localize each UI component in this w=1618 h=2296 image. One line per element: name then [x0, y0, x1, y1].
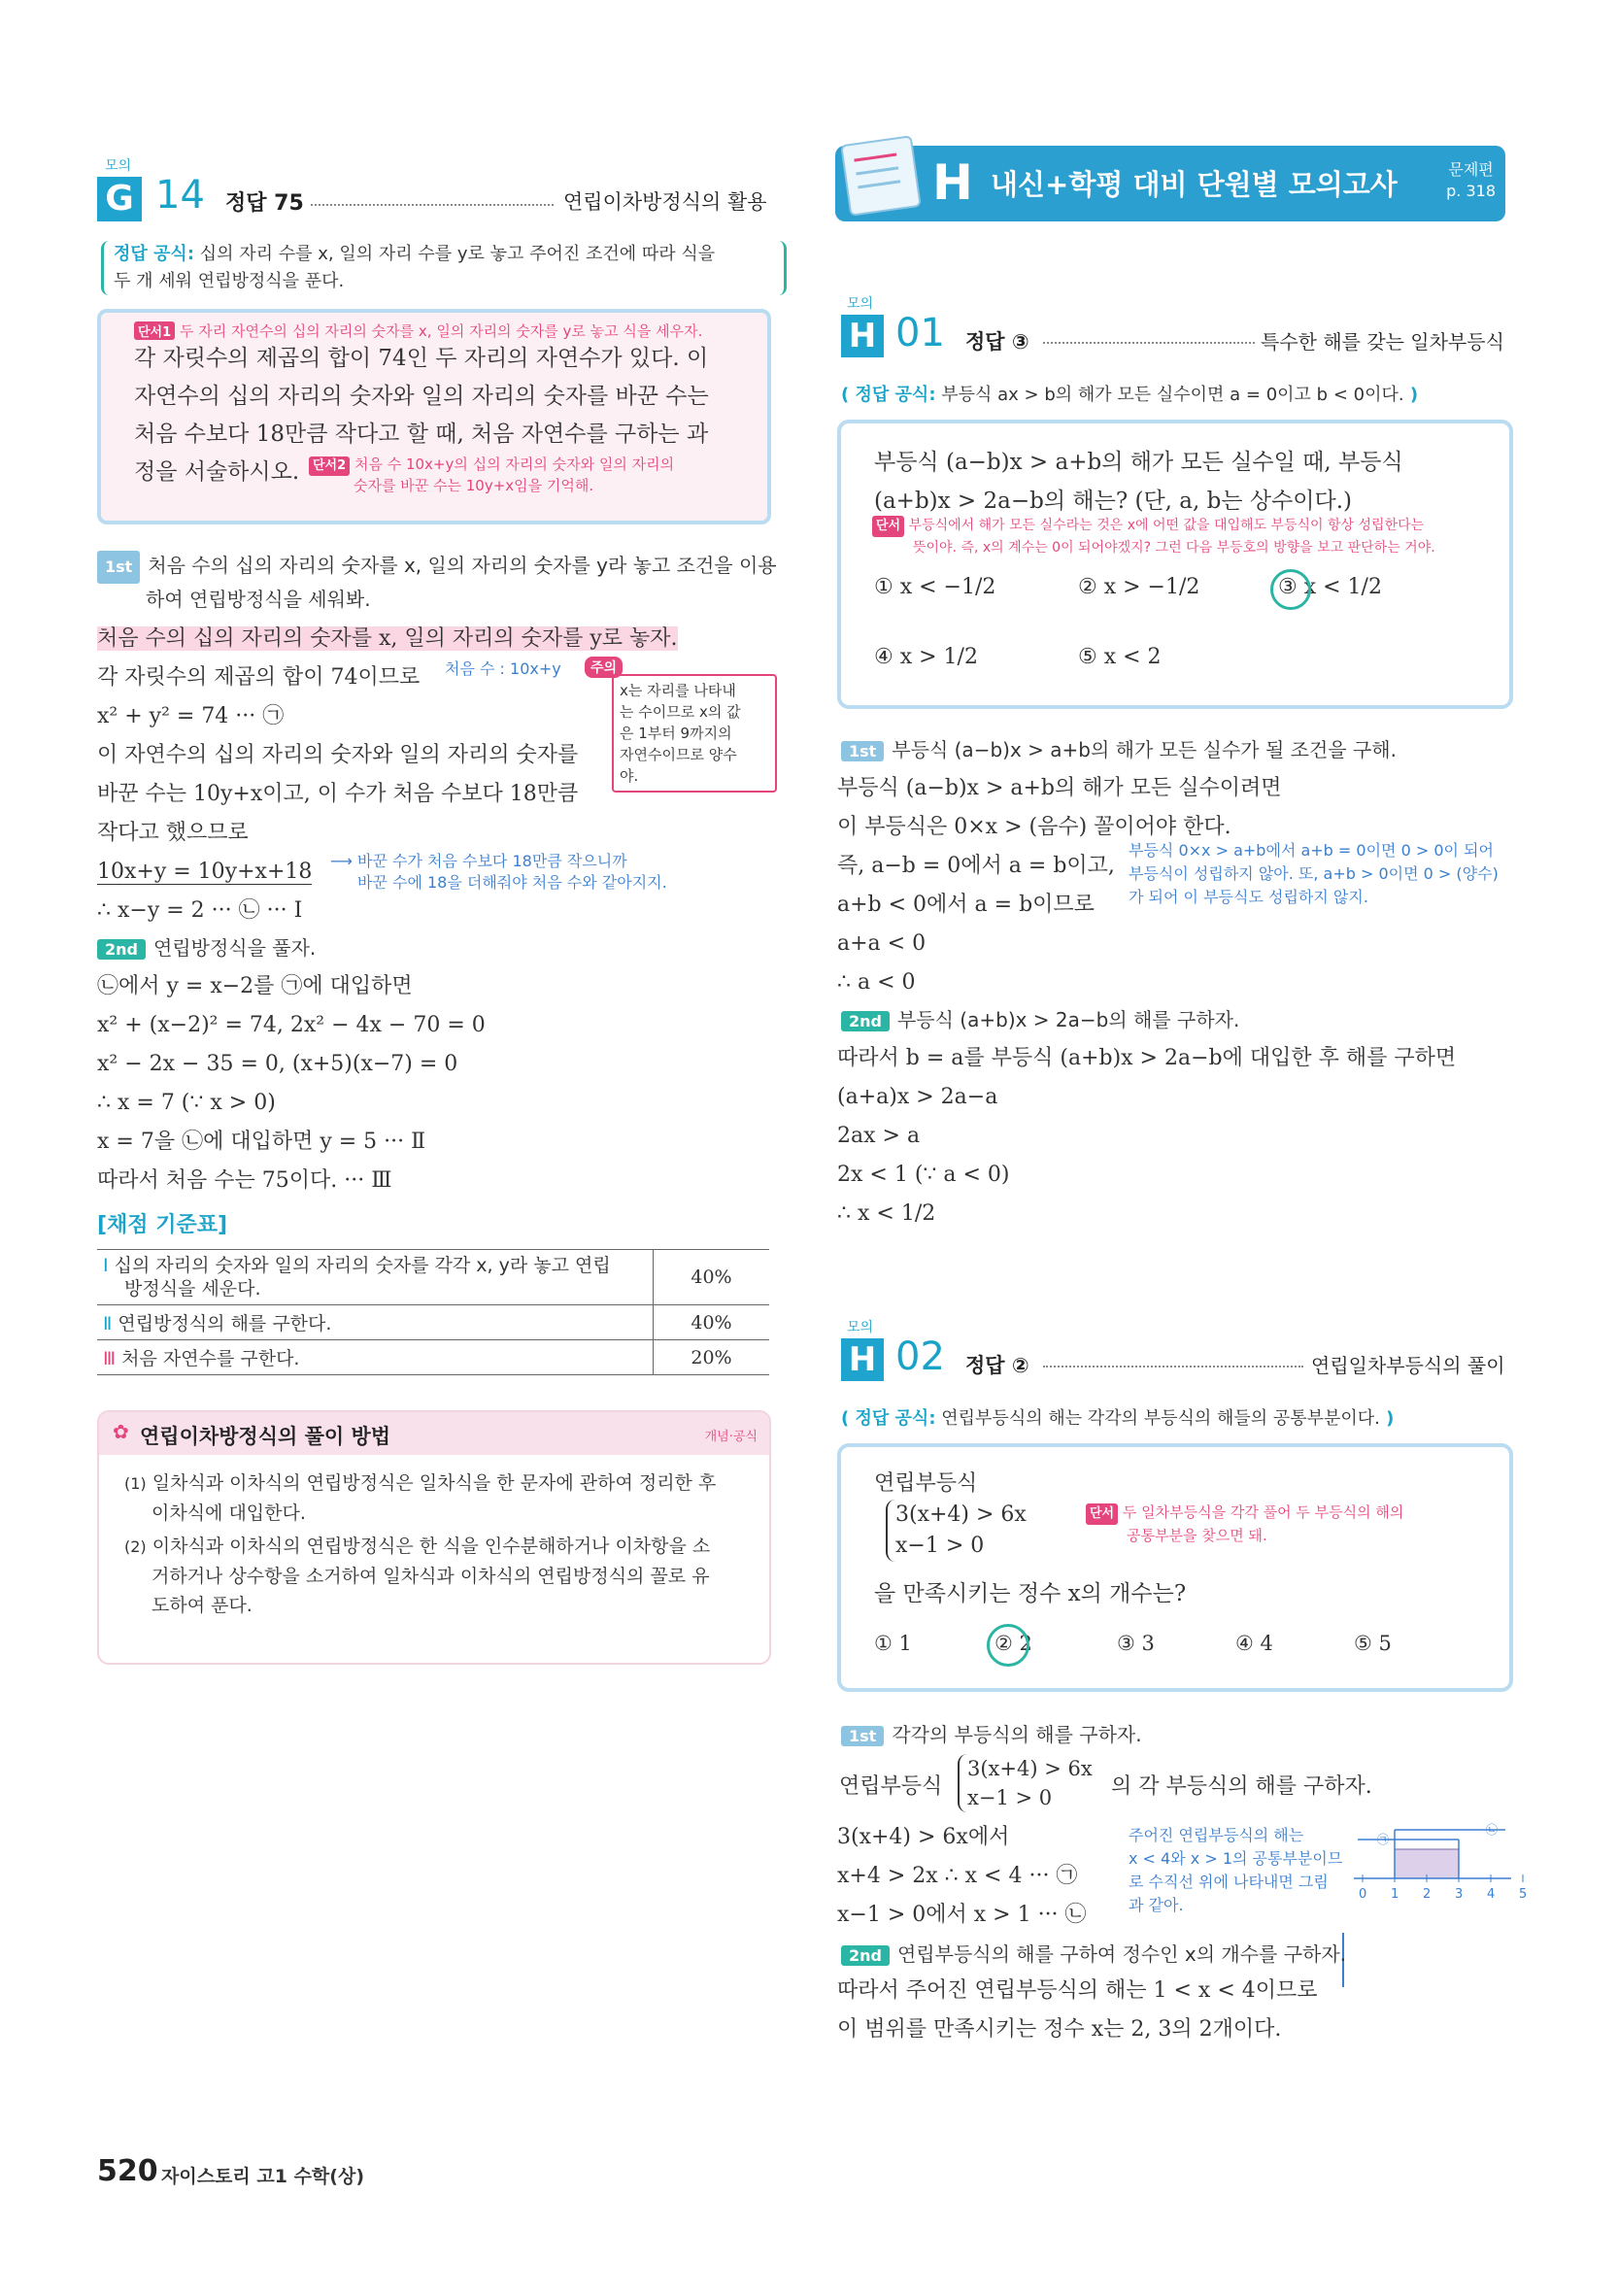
answer-circle — [1270, 569, 1311, 610]
section-banner — [835, 146, 1505, 221]
sol-intro: 연립부등식 — [839, 1774, 943, 1799]
hint — [872, 515, 1435, 558]
step2-text: 부등식 (a+b)x > 2a−b의 해를 구하자. — [896, 1008, 1240, 1031]
arrow-note-line1: 바꾼 수가 처음 수보다 18만큼 작으니까 — [357, 852, 627, 870]
arrow-note — [330, 851, 667, 894]
problem-line: 처음 수보다 18만큼 작다고 할 때, 처음 자연수를 구하는 과 — [134, 422, 709, 447]
step2-text: 연립부등식의 해를 구하여 정수인 x의 개수를 구하자. — [896, 1942, 1347, 1966]
formula-line2: 두 개 세워 연립방정식을 푼다. — [114, 271, 345, 291]
numline-label: 1 — [1391, 1887, 1399, 1902]
answer-label: 정답 ③ — [965, 330, 1029, 354]
hint — [1086, 1502, 1403, 1546]
inequality-system — [886, 1500, 1027, 1562]
choice-3[interactable]: ③ 3 — [1117, 1632, 1155, 1655]
step1-heading — [841, 1719, 1142, 1747]
numline-label: 0 — [1359, 1887, 1367, 1902]
hint1-text: 두 자리 자연수의 십의 자리의 숫자를 x, 일의 자리의 숫자를 y로 놓고 식을 세우자. — [179, 322, 703, 340]
numline-label: 2 — [1423, 1887, 1432, 1902]
formula-text: 연립부등식의 해는 각각의 부등식의 해들의 공통부분이다. — [941, 1408, 1380, 1429]
grading-pct: 20% — [654, 1340, 770, 1375]
section-title: 내신+학평 대비 단원별 모의고사 — [991, 168, 1398, 201]
sol-line: ∴ a < 0 — [837, 970, 916, 995]
sol-line: x² + y² = 74 ··· ㉠ — [97, 704, 285, 728]
solution2 — [837, 1972, 1318, 2049]
section-ref2: p. 318 — [1446, 182, 1496, 200]
sol2-line: 따라서 b = a를 부등식 (a+b)x > 2a−b에 대입한 후 해를 구하면 — [837, 1046, 1457, 1070]
section-ref — [1446, 159, 1496, 202]
leader-dots — [1043, 342, 1255, 344]
concept-header — [99, 1412, 769, 1455]
problem-number: 14 — [155, 173, 205, 218]
problem-number: 01 — [895, 311, 945, 355]
mo-label: 모의 — [105, 158, 132, 174]
formula-label: 정답 공식: — [114, 244, 195, 264]
choice-5[interactable]: ⑤ x < 2 — [1078, 645, 1162, 669]
caution-tag: 주의 — [585, 657, 623, 678]
side-note-line: 부등식이 성립하지 않아. 또, a+b > 0이면 0 > (양수) — [1129, 864, 1499, 883]
step1-badge: 1st — [97, 551, 140, 584]
choice-5[interactable]: ⑤ 5 — [1354, 1632, 1392, 1655]
caution-line: 은 1부터 9까지의 — [620, 725, 732, 742]
concept-title: 연립이차방정식의 풀이 방법 — [140, 1425, 391, 1448]
hint1 — [134, 321, 702, 341]
sol2-line: ㉡에서 y = x−2를 ㉠에 대입하면 — [97, 974, 413, 998]
grading-pct: 40% — [654, 1305, 770, 1340]
numline-mark: ㉠ — [1377, 1833, 1390, 1846]
choice-2[interactable]: ② 2 — [994, 1632, 1032, 1655]
choice-1[interactable]: ① 1 — [874, 1632, 912, 1655]
choice-2[interactable]: ② x > −1/2 — [1078, 575, 1200, 599]
sol2-line: 이 범위를 만족시키는 정수 x는 2, 3의 2개이다. — [837, 2017, 1282, 2042]
step1-badge: 1st — [841, 741, 884, 761]
number-line — [1350, 1822, 1528, 1909]
sol-line: a+b < 0에서 a = b이므로 — [837, 893, 1095, 917]
problem-line: 각 자릿수의 제곱의 합이 74인 두 자리의 자연수가 있다. 이 — [134, 346, 709, 371]
problem-line: 정을 서술하시오. — [134, 459, 300, 485]
choice-4[interactable]: ④ 4 — [1235, 1632, 1273, 1655]
grading-text: 십의 자리의 숫자와 일의 자리의 숫자를 각각 x, y라 놓고 연립 — [114, 1255, 611, 1276]
sol-line: 부등식 (a−b)x > a+b의 해가 모든 실수이려면 — [837, 776, 1282, 800]
grading-table — [97, 1249, 769, 1375]
problem-line: 부등식 (a−b)x > a+b의 해가 모든 실수일 때, 부등식 — [874, 450, 1403, 475]
numline-label: 4 — [1487, 1887, 1496, 1902]
caution-line: 자연수이므로 양수 — [620, 746, 737, 763]
sol2-line: x² + (x−2)² = 74, 2x² − 4x − 70 = 0 — [97, 1013, 486, 1037]
sol2-line: ∴ x = 7 (∵ x > 0) — [97, 1091, 276, 1115]
sol-line: a+a < 0 — [837, 931, 927, 956]
sol-line: 즉, a−b = 0에서 a = b이고, — [837, 854, 1115, 878]
problem-number: 02 — [895, 1334, 945, 1379]
sol-line: 이 자연수의 십의 자리의 숫자와 일의 자리의 숫자를 — [97, 743, 579, 767]
choice-3[interactable]: ③ x < 1/2 — [1278, 575, 1382, 599]
sol2-line: x² − 2x − 35 = 0, (x+5)(x−7) = 0 — [97, 1052, 458, 1076]
step2-badge: 2nd — [841, 1945, 890, 1966]
grading-row — [97, 1250, 769, 1305]
sol2-line: ∴ x < 1/2 — [837, 1201, 936, 1226]
section-ref1: 문제편 — [1448, 160, 1494, 179]
choice-1[interactable]: ① x < −1/2 — [874, 575, 996, 599]
hint1-tag: 단서1 — [134, 321, 175, 340]
sol2-line: (a+a)x > 2a−a — [837, 1085, 998, 1109]
formula-label: ( 정답 공식: — [841, 385, 936, 405]
grading-pct: 40% — [654, 1250, 770, 1305]
answer-label: 정답 75 — [225, 191, 304, 216]
sol-line: x+4 > 2x ∴ x < 4 ··· ㉠ — [837, 1864, 1078, 1888]
side-note — [1129, 839, 1499, 909]
concept-body — [99, 1455, 769, 1634]
sol2-line: 따라서 주어진 연립부등식의 해는 1 < x < 4이므로 — [837, 1978, 1318, 2003]
hint-tag: 단서 — [872, 516, 904, 537]
caution-line: 야. — [620, 767, 639, 785]
grading-mark: Ⅰ — [103, 1255, 109, 1276]
side-note-line: 가 되어 이 부등식도 성립하지 않지. — [1129, 888, 1368, 906]
step2-heading — [841, 1004, 1239, 1032]
answer-label: 정답 ② — [965, 1354, 1029, 1377]
caution-line: x는 자리를 나타내 — [620, 682, 736, 699]
sol-line: 3(x+4) > 6x에서 — [837, 1825, 1010, 1849]
first-number-note: 처음 수 : 10x+y — [445, 659, 561, 678]
answer-circle — [987, 1624, 1029, 1667]
grading-mark: Ⅲ — [103, 1348, 117, 1369]
solution2 — [97, 967, 777, 1200]
hint-tag: 단서 — [1086, 1503, 1118, 1525]
side-note-line: 주어진 연립부등식의 해는 — [1129, 1826, 1304, 1844]
step1-line2: 하여 연립방정식을 세워봐. — [146, 588, 371, 611]
topic-label: 연립일차부등식의 풀이 — [1311, 1354, 1505, 1377]
problem-letter-badge: H — [841, 1338, 884, 1381]
book-title: 자이스토리 고1 수학(상) — [161, 2166, 365, 2187]
sol-line: 처음 수의 십의 자리의 숫자를 x, 일의 자리의 숫자를 y로 놓자. — [97, 626, 678, 651]
sol2-line: x = 7을 ㉡에 대입하면 y = 5 ··· Ⅱ — [97, 1130, 426, 1154]
concept-item: (2) 이차식과 이차식의 연립방정식은 한 식을 인수분해하거나 이차항을 소 거하거나 상수항을 소거하여 일차식과 이차식의 연립방정식의 꼴로 유 도하여 푼다. — [124, 1536, 711, 1616]
choice-4[interactable]: ④ x > 1/2 — [874, 645, 978, 669]
solution2 — [837, 1039, 1456, 1233]
step1-heading — [97, 550, 777, 615]
hint2 — [309, 455, 674, 495]
sol-line: 각 자릿수의 제곱의 합이 74이므로 — [97, 665, 421, 690]
system-line: 3(x+4) > 6x — [895, 1503, 1027, 1527]
hint-line2: 뜻이야. 즉, x의 계수는 0이 되어야겠지? 그런 다음 부등호의 방향을 보고 판단하는 거야. — [913, 540, 1435, 556]
grading-text: 처음 자연수를 구한다. — [121, 1348, 300, 1369]
sol-line: ∴ x−y = 2 ··· ㉡ ··· Ⅰ — [97, 898, 303, 923]
step1-badge: 1st — [841, 1726, 884, 1746]
sol-line: x−1 > 0에서 x > 1 ··· ㉡ — [837, 1903, 1087, 1927]
hint2-line2: 숫자를 바꾼 수는 10y+x임을 기억해. — [354, 477, 594, 494]
hint2-tag: 단서2 — [309, 456, 350, 476]
formula-line1: 십의 자리 수를 x, 일의 자리 수를 y로 놓고 주어진 조건에 따라 식을 — [199, 244, 716, 264]
section-letter: H — [932, 154, 973, 211]
topic-label: 특수한 해를 갖는 일차부등식 — [1261, 330, 1504, 354]
numline-label: 5 — [1519, 1887, 1528, 1902]
caution-box — [612, 674, 777, 793]
grading-mark: Ⅱ — [103, 1313, 113, 1334]
sol-tail: 의 각 부등식의 해를 구하자. — [1111, 1774, 1372, 1799]
concept-box — [97, 1410, 771, 1665]
side-note-line: 로 수직선 위에 나타내면 그림 — [1129, 1873, 1329, 1891]
page-number: 520 — [97, 2154, 158, 2188]
system-line: 3(x+4) > 6x — [967, 1757, 1093, 1780]
grading-text: 연립방정식의 해를 구한다. — [118, 1313, 332, 1334]
step2-text: 연립방정식을 풀자. — [152, 936, 317, 960]
hint-line2: 공통부분을 찾으면 돼. — [1127, 1527, 1267, 1544]
topic-label: 연립이차방정식의 활용 — [563, 190, 767, 214]
problem-line: 자연수의 십의 자리의 숫자와 일의 자리의 숫자를 바꾼 수는 — [134, 384, 709, 409]
clipboard-icon — [840, 135, 922, 217]
sol2-line: 따라서 처음 수는 75이다. ··· Ⅲ — [97, 1168, 392, 1193]
grading-row — [97, 1340, 769, 1375]
sol-line: 바꾼 수는 10y+x이고, 이 수가 처음 수보다 18만큼 — [97, 782, 579, 806]
grading-title: [채점 기준표] — [97, 1213, 228, 1237]
step2-heading — [841, 1939, 1346, 1967]
grading-row — [97, 1305, 769, 1340]
caution-line: 는 수이므로 x의 값 — [620, 703, 741, 721]
side-note-line: 과 같아. — [1129, 1896, 1184, 1914]
side-note-line: 부등식 0×x > a+b에서 a+b = 0이면 0 > 0이 되어 — [1129, 841, 1494, 860]
formula-label: 정답 공식: — [855, 1408, 936, 1429]
problem-question: 을 만족시키는 정수 x의 개수는? — [874, 1581, 1187, 1606]
step1-text: 부등식 (a−b)x > a+b의 해가 모든 실수가 될 조건을 구해. — [892, 738, 1397, 761]
numline-label: 3 — [1455, 1887, 1464, 1902]
side-note — [1129, 1824, 1342, 1917]
step1-text: 각각의 부등식의 해를 구하자. — [892, 1723, 1142, 1746]
grading-text: 방정식을 세운다. — [124, 1278, 261, 1300]
problem-text — [874, 443, 1403, 521]
numline-mark: ㉡ — [1486, 1823, 1499, 1837]
formula-text: 부등식 ax > b의 해가 모든 실수이면 a = 0이고 b < 0이다. — [941, 385, 1404, 405]
step2-badge: 2nd — [97, 939, 146, 960]
problem-letter-badge: H — [841, 315, 884, 357]
sol2-line: 2x < 1 (∵ a < 0) — [837, 1163, 1010, 1187]
sol2-line: 2ax > a — [837, 1124, 921, 1148]
solution1 — [837, 1818, 1087, 1935]
problem-letter-badge: G — [97, 177, 142, 221]
hint-line1: 두 일차부등식을 각각 풀어 두 부등식의 해의 — [1122, 1503, 1404, 1521]
mo-label: 모의 — [847, 296, 874, 312]
sol-line: 10x+y = 10y+x+18 — [97, 860, 313, 884]
hint-line1: 부등식에서 해가 모든 실수라는 것은 x에 어떤 값을 대입해도 부등식이 항상 성립한다는 — [908, 518, 1425, 533]
leader-dots — [311, 204, 554, 206]
leader-dots — [1043, 1366, 1303, 1367]
sol-line: 이 부등식은 0×x > (음수) 꼴이어야 한다. — [837, 815, 1231, 839]
arrow-icon: ⟶ — [330, 852, 358, 870]
step2-badge: 2nd — [841, 1011, 890, 1031]
system-line: x−1 > 0 — [895, 1534, 985, 1558]
answer-formula — [101, 241, 787, 295]
system-line: x−1 > 0 — [967, 1786, 1053, 1809]
inequality-system — [958, 1754, 1093, 1812]
mo-label: 모의 — [847, 1320, 874, 1335]
arrow-note-line2: 바꾼 수에 18을 더해줘야 처음 수와 같아지지. — [357, 873, 667, 892]
step2-heading — [97, 932, 316, 961]
problem-line: (a+b)x > 2a−b의 해는? (단, a, b는 상수이다.) — [874, 489, 1353, 514]
answer-formula: ( 정답 공식: 연립부등식의 해는 각각의 부등식의 해들의 공통부분이다. ) — [841, 1408, 1395, 1429]
flower-icon: ✿ — [113, 1420, 129, 1443]
problem-intro: 연립부등식 — [874, 1471, 978, 1496]
step1-heading — [841, 734, 1397, 762]
concept-tag: 개념·공식 — [704, 1430, 758, 1444]
sol-line: 작다고 했으므로 — [97, 821, 249, 845]
hint2-line1: 처음 수 10x+y의 십의 자리의 숫자와 일의 자리의 — [354, 456, 675, 473]
step1-line1: 처음 수의 십의 자리의 숫자를 x, 일의 자리의 숫자를 y라 놓고 조건을 이용 — [148, 554, 777, 577]
side-note-line: x < 4와 x > 1의 공통부분이므 — [1129, 1849, 1343, 1868]
answer-formula: ( 정답 공식: 부등식 ax > b의 해가 모든 실수이면 a = 0이고 b < 0이다. ) — [841, 385, 1419, 405]
concept-item: (1) 일차식과 이차식의 연립방정식은 일차식을 한 문자에 관하여 정리한 후 이차식에 대입한다. — [124, 1472, 717, 1524]
